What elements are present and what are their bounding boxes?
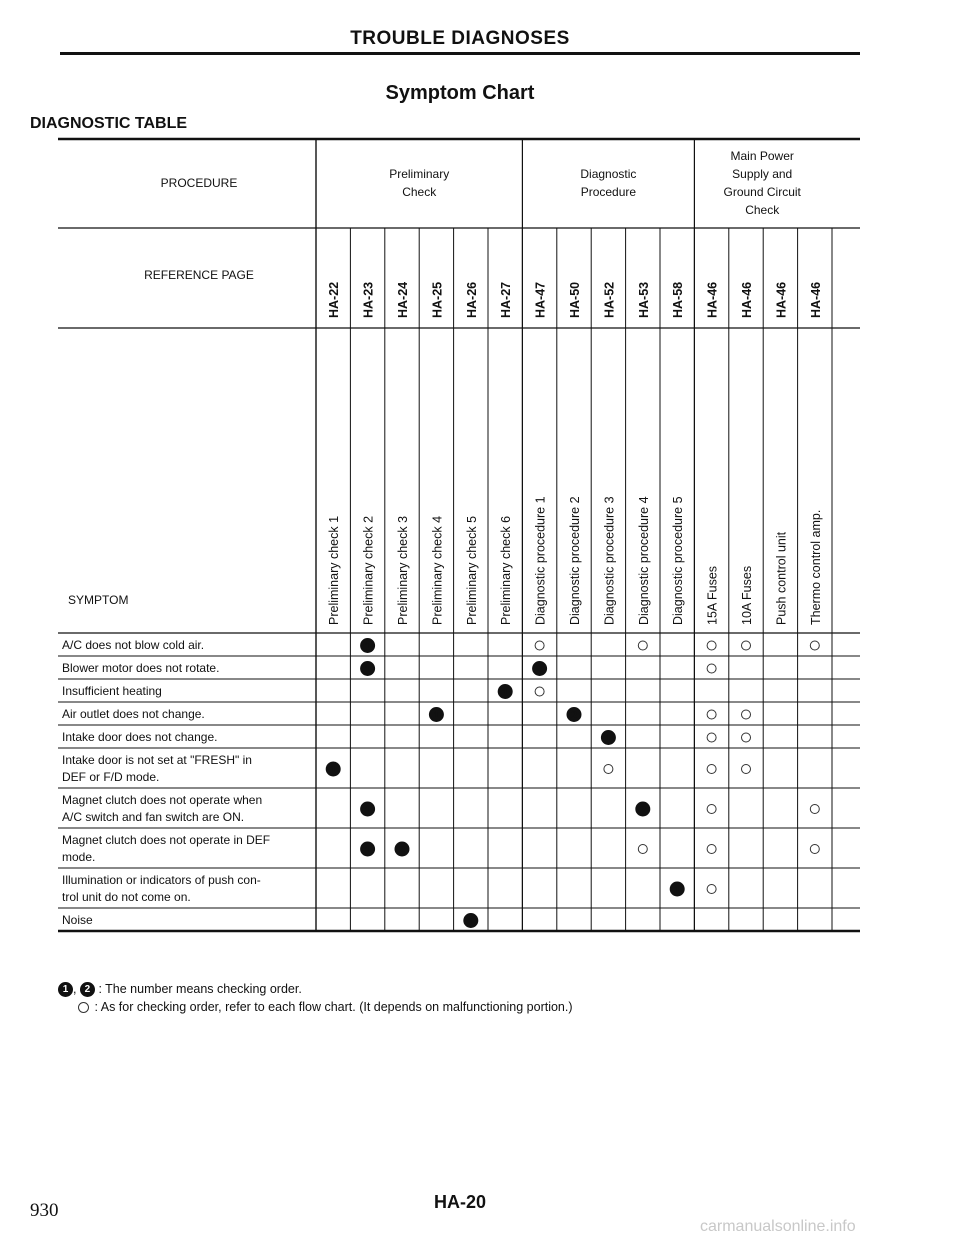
footnote-circle bbox=[78, 1000, 573, 1014]
group-header-3: Main Power bbox=[730, 149, 794, 163]
symptom-text: Blower motor does not rotate. bbox=[62, 661, 220, 675]
section-title: TROUBLE DIAGNOSES bbox=[350, 28, 570, 49]
circle-mark-icon bbox=[742, 765, 751, 774]
footnote-circle-text: : As for checking order, refer to each flow chart. (It depends on malfunctioning portion.) bbox=[94, 1000, 573, 1014]
symptom-text: DEF or F/D mode. bbox=[62, 770, 160, 784]
circle-mark-icon bbox=[742, 710, 751, 719]
circle-mark-icon bbox=[742, 641, 751, 650]
watermark: carmanualsonline.info bbox=[700, 1218, 856, 1235]
reference-page: HA-47 bbox=[533, 281, 548, 318]
group-header-2: Diagnostic bbox=[580, 167, 637, 181]
page-title: Symptom Chart bbox=[385, 82, 535, 104]
order-mark-digit: 1 bbox=[605, 732, 612, 745]
procedure-name: Preliminary check 5 bbox=[464, 515, 479, 625]
procedure-name: Thermo control amp. bbox=[808, 509, 823, 625]
group-header-1: Check bbox=[402, 185, 437, 199]
symptom-text: Magnet clutch does not operate in DEF bbox=[62, 833, 271, 847]
circle-mark-icon bbox=[707, 664, 716, 673]
diagnostic-table bbox=[58, 138, 860, 960]
reference-page: HA-52 bbox=[602, 281, 617, 318]
reference-page: HA-46 bbox=[808, 281, 823, 318]
reference-page: HA-25 bbox=[430, 281, 445, 318]
group-header-3: Supply and bbox=[732, 167, 793, 181]
order-mark-digit: 1 bbox=[502, 686, 509, 699]
circle-mark-icon bbox=[707, 805, 716, 814]
circle-mark-icon bbox=[535, 641, 544, 650]
footnote-order: 1 , 2 : The number means checking order. bbox=[58, 982, 302, 997]
order-mark-digit: 1 bbox=[364, 663, 371, 676]
circle-mark-icon bbox=[638, 845, 647, 854]
procedure-name: Preliminary check 2 bbox=[361, 515, 376, 625]
procedure-name: Preliminary check 6 bbox=[499, 515, 514, 625]
circle-mark-icon bbox=[742, 733, 751, 742]
circle-mark-icon bbox=[707, 885, 716, 894]
order-mark-digit: 2 bbox=[536, 663, 543, 676]
procedure-name: Diagnostic procedure 4 bbox=[636, 496, 651, 625]
reference-page: HA-53 bbox=[636, 281, 651, 318]
group-header-3: Check bbox=[745, 203, 780, 217]
procedure-name: Preliminary check 3 bbox=[396, 515, 410, 625]
reference-page: HA-50 bbox=[568, 281, 582, 318]
symptom-text: A/C does not blow cold air. bbox=[62, 638, 205, 652]
symptom-text: Intake door is not set at "FRESH" in bbox=[62, 753, 252, 767]
symptom-text: Noise bbox=[62, 913, 93, 927]
title-rule bbox=[60, 52, 860, 55]
group-header-2: Procedure bbox=[580, 185, 637, 199]
circle-mark-icon bbox=[810, 641, 819, 650]
reference-page: HA-46 bbox=[705, 281, 720, 318]
symptom-label: SYMPTOM bbox=[68, 593, 129, 607]
procedure-name: Diagnostic procedure 1 bbox=[533, 496, 548, 625]
procedure-name: Preliminary check 1 bbox=[327, 515, 342, 625]
symptom-text: Intake door does not change. bbox=[62, 730, 218, 744]
page-number: HA-20 bbox=[433, 1192, 486, 1212]
procedure-name: 15A Fuses bbox=[705, 565, 720, 625]
reference-page: HA-46 bbox=[740, 281, 754, 318]
circle-mark-icon bbox=[707, 710, 716, 719]
reference-page: HA-23 bbox=[361, 281, 376, 318]
group-header-3: Ground Circuit bbox=[723, 185, 801, 199]
order-mark-digit: 2 bbox=[399, 843, 405, 856]
table-title: DIAGNOSTIC TABLE bbox=[30, 115, 188, 132]
order-mark-digit: 2 bbox=[571, 709, 577, 722]
symptom-text: A/C switch and fan switch are ON. bbox=[62, 810, 245, 824]
procedure-name: Diagnostic procedure 5 bbox=[671, 496, 686, 625]
circle-mark-icon bbox=[707, 733, 716, 742]
circle-mark-icon bbox=[810, 845, 819, 854]
circle-mark-icon bbox=[707, 845, 716, 854]
order-mark-digit: 2 bbox=[639, 803, 646, 816]
procedure-name: Preliminary check 4 bbox=[430, 515, 445, 625]
procedure-name: 10A Fuses bbox=[740, 565, 754, 625]
procedure-name: Diagnostic procedure 3 bbox=[602, 496, 617, 625]
order-mark-digit: 1 bbox=[364, 803, 371, 816]
circle-mark-icon bbox=[810, 805, 819, 814]
reference-page-label: REFERENCE PAGE bbox=[144, 268, 254, 282]
procedure-label: PROCEDURE bbox=[160, 176, 238, 190]
order-mark-2-icon: 2 bbox=[80, 982, 95, 997]
symptom-text: Insufficient heating bbox=[62, 684, 162, 698]
circle-mark-icon bbox=[707, 765, 716, 774]
procedure-name: Diagnostic procedure 2 bbox=[568, 496, 582, 625]
procedure-name: Push control unit bbox=[774, 531, 789, 625]
order-mark-1-icon: 1 bbox=[58, 982, 73, 997]
order-mark-digit: 1 bbox=[330, 763, 337, 776]
group-header-1: Preliminary bbox=[389, 167, 450, 181]
reference-page: HA-27 bbox=[499, 281, 514, 318]
symptom-text: mode. bbox=[62, 850, 96, 864]
reference-page: HA-46 bbox=[774, 281, 789, 318]
symptom-text: trol unit do not come on. bbox=[62, 890, 191, 904]
symptom-text: Illumination or indicators of push con- bbox=[62, 873, 261, 887]
reference-page: HA-26 bbox=[464, 281, 479, 318]
symptom-text: Magnet clutch does not operate when bbox=[62, 793, 263, 807]
order-mark-digit: 1 bbox=[674, 883, 681, 896]
order-mark-digit: 1 bbox=[467, 915, 474, 928]
reference-page: HA-58 bbox=[671, 281, 686, 318]
footnote-order-text: : The number means checking order. bbox=[98, 982, 302, 996]
circle-mark-icon bbox=[638, 641, 647, 650]
circle-mark-icon bbox=[535, 687, 544, 696]
circle-mark-icon bbox=[604, 765, 613, 774]
symptom-text: Air outlet does not change. bbox=[62, 707, 205, 721]
order-mark-digit: 1 bbox=[364, 640, 371, 653]
reference-page: HA-24 bbox=[396, 281, 410, 318]
reference-page: HA-22 bbox=[327, 281, 342, 318]
order-mark-digit: 1 bbox=[433, 709, 440, 722]
circle-mark-icon bbox=[707, 641, 716, 650]
folio-number: 930 bbox=[30, 1200, 59, 1221]
order-mark-digit: 1 bbox=[364, 843, 371, 856]
circle-mark-icon bbox=[78, 1002, 89, 1013]
